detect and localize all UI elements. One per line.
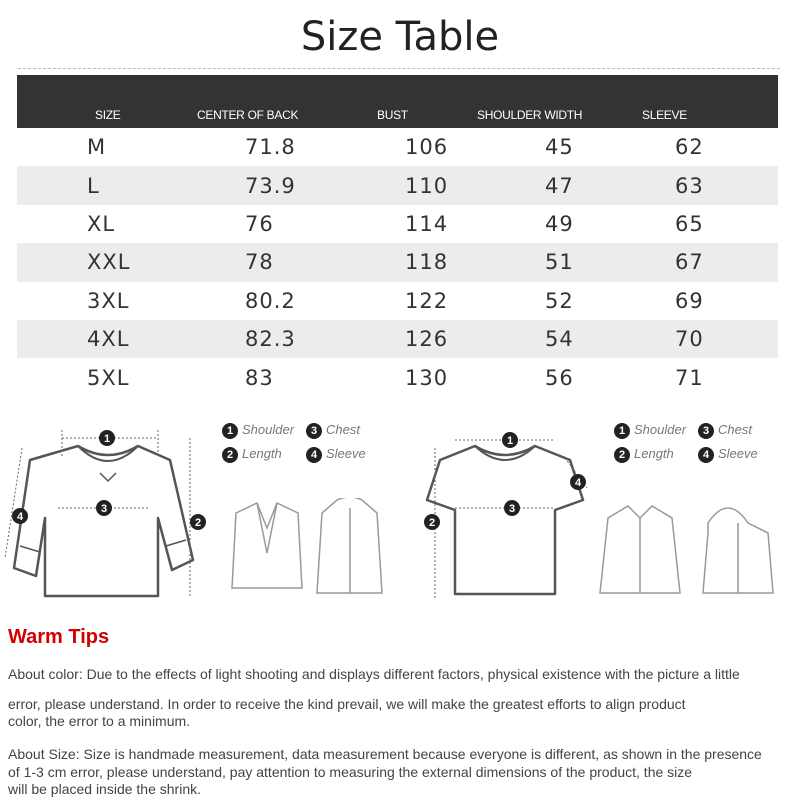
tshirt-legend [614, 422, 758, 470]
cell-size: L [87, 173, 100, 198]
legend-shoulder: Shoulder [242, 422, 295, 437]
cell-shoulder-width: 54 [545, 327, 574, 352]
cell-sleeve: 62 [675, 135, 704, 160]
cell-bust: 122 [405, 288, 449, 313]
cell-center-of-back: 80.2 [245, 288, 296, 313]
cell-center-of-back: 71.8 [245, 135, 296, 160]
cell-shoulder-width: 47 [545, 173, 574, 198]
table-row [17, 282, 778, 320]
shirt-hoodie-icons [598, 498, 788, 598]
tip-size-line-1: About Size: Size is handmade measurement, data measurement because everyone is different, as shown in the presence [8, 746, 762, 762]
cell-sleeve: 65 [675, 211, 704, 236]
cell-center-of-back: 83 [245, 365, 274, 390]
marker-shoulder: 1 [506, 435, 514, 447]
jacket-icons [222, 498, 392, 598]
title-divider [18, 68, 780, 69]
size-table [17, 75, 778, 397]
warm-tips-heading: Warm Tips [8, 626, 110, 648]
legend-sleeve: Sleeve [718, 446, 758, 461]
legend-number-icon: 3 [698, 423, 714, 439]
cell-size: XL [87, 211, 116, 236]
legend-sleeve: Sleeve [326, 446, 366, 461]
cell-bust: 130 [405, 365, 449, 390]
marker-chest: 3 [100, 503, 108, 515]
legend-shoulder: Shoulder [634, 422, 687, 437]
cell-shoulder-width: 52 [545, 288, 574, 313]
cell-shoulder-width: 56 [545, 365, 574, 390]
table-row [17, 243, 778, 281]
cell-size: M [87, 135, 107, 160]
table-row [17, 320, 778, 358]
legend-number-icon: 4 [698, 447, 714, 463]
header-bust: BUST [377, 108, 408, 122]
tip-size-line-3: will be placed inside the shrink. [8, 781, 201, 797]
cell-size: 5XL [87, 365, 130, 390]
legend-number-icon: 1 [614, 423, 630, 439]
cell-bust: 118 [405, 250, 449, 275]
legend-length: Length [242, 446, 282, 461]
header-shoulder-width: SHOULDER WIDTH [477, 108, 583, 122]
legend-chest: Chest [718, 422, 752, 437]
table-row [17, 128, 778, 166]
marker-chest: 3 [508, 503, 516, 515]
legend-length: Length [634, 446, 674, 461]
table-row [17, 166, 778, 204]
header-center-of-back: CENTER OF BACK [197, 108, 299, 122]
cell-sleeve: 70 [675, 327, 704, 352]
marker-length: 2 [428, 517, 436, 529]
cell-sleeve: 63 [675, 173, 704, 198]
tip-color-line-3: color, the error to a minimum. [8, 713, 191, 729]
cell-bust: 106 [405, 135, 449, 160]
cell-center-of-back: 76 [245, 211, 274, 236]
cell-center-of-back: 78 [245, 250, 274, 275]
cell-center-of-back: 82.3 [245, 327, 296, 352]
marker-sleeve: 4 [574, 477, 582, 489]
marker-length: 2 [194, 517, 202, 529]
cell-size: 3XL [87, 288, 130, 313]
legend-number-icon: 4 [306, 447, 322, 463]
cell-center-of-back: 73.9 [245, 173, 296, 198]
sweater-measurement-diagram [0, 418, 215, 608]
header-size: SIZE [95, 108, 121, 122]
cell-shoulder-width: 51 [545, 250, 574, 275]
tip-color-line-1: About color: Due to the effects of light shooting and displays different factors, physical existence with the picture a little [8, 666, 740, 682]
legend-chest: Chest [326, 422, 360, 437]
table-header [17, 75, 778, 128]
tip-size-line-2: of 1-3 cm error, please understand, pay attention to measuring the external dimensions of the product, the size [8, 764, 693, 780]
cell-size: 4XL [87, 327, 130, 352]
cell-bust: 114 [405, 211, 449, 236]
header-sleeve: SLEEVE [642, 108, 687, 122]
marker-sleeve: 4 [16, 511, 24, 523]
table-row [17, 358, 778, 396]
cell-bust: 126 [405, 327, 449, 352]
cell-shoulder-width: 45 [545, 135, 574, 160]
cell-shoulder-width: 49 [545, 211, 574, 236]
legend-number-icon: 3 [306, 423, 322, 439]
sweater-legend [222, 422, 366, 470]
tip-color-line-2: error, please understand. In order to receive the kind prevail, we will make the greatest efforts to align product [8, 696, 686, 712]
cell-sleeve: 71 [675, 365, 704, 390]
cell-bust: 110 [405, 173, 449, 198]
legend-number-icon: 2 [614, 447, 630, 463]
marker-shoulder: 1 [103, 433, 111, 445]
cell-sleeve: 67 [675, 250, 704, 275]
cell-sleeve: 69 [675, 288, 704, 313]
table-row [17, 205, 778, 243]
page-title: Size Table [300, 14, 500, 60]
legend-number-icon: 2 [222, 447, 238, 463]
cell-size: XXL [87, 250, 131, 275]
legend-number-icon: 1 [222, 423, 238, 439]
tshirt-measurement-diagram [415, 418, 600, 608]
